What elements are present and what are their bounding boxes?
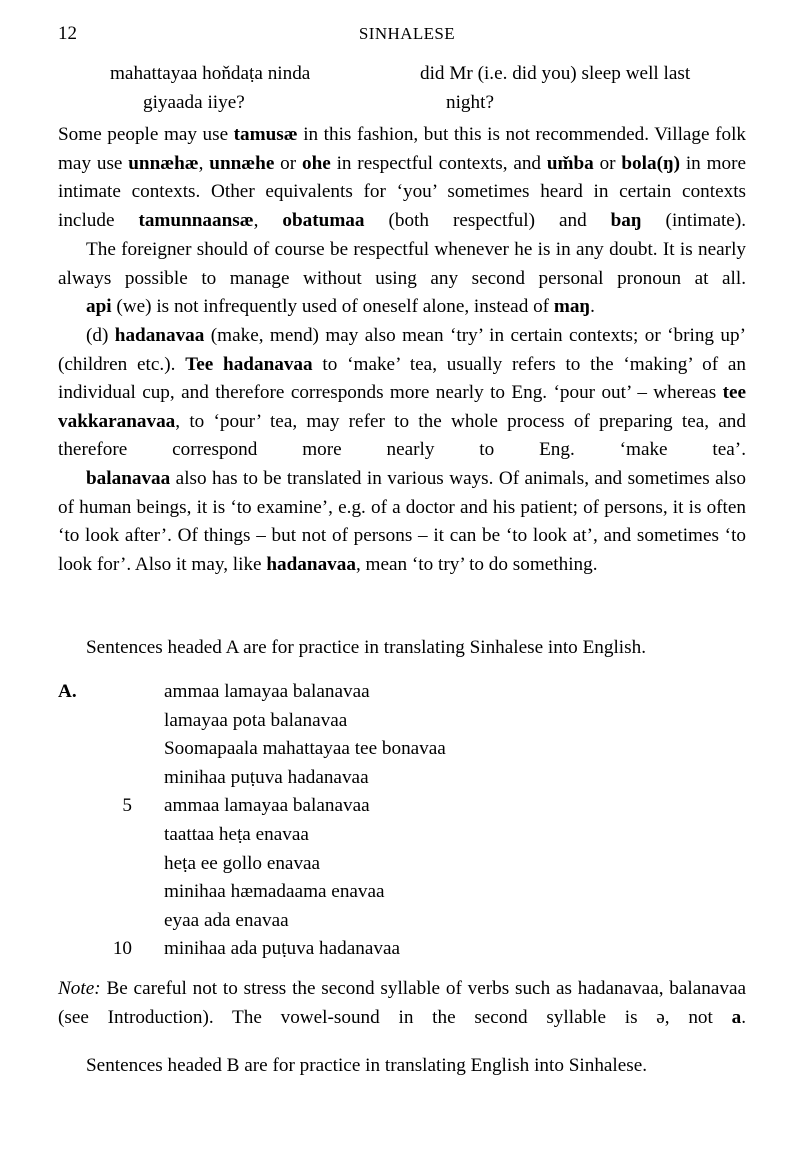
paragraph-api: [58, 293, 746, 322]
emphasis-term: ohe: [301, 152, 331, 174]
list-item: [58, 878, 746, 907]
exercise-sentence: minihaa ada puṭuva hadanavaa: [164, 938, 401, 960]
emphasis-term: unnæhe: [209, 152, 275, 174]
exercise-sentence: heṭa ee gollo enavaa: [164, 852, 321, 874]
emphasis-term: tamunnaansæ: [138, 209, 254, 231]
text-run: ,: [253, 209, 283, 231]
emphasis-term: balanavaa: [86, 468, 171, 489]
text-run: (d): [86, 325, 115, 346]
exercise-sentence: minihaa hæmadaama enavaa: [164, 881, 385, 903]
list-item: [58, 735, 746, 764]
example-sinhalese: mahattayaa hoňdaṭa ninda: [110, 63, 311, 84]
emphasis-term: Tee hadanavaa: [185, 353, 313, 375]
text-run: or: [274, 152, 302, 174]
page-number: 12: [58, 23, 77, 44]
text-run: .: [741, 1006, 746, 1028]
paragraph-balanavaa: [58, 465, 746, 579]
exercise-a-list: [58, 678, 746, 964]
sentences-b-intro: Sentences headed B are for practice in translating English into Sinhalese.: [86, 1055, 648, 1076]
italic-term: Note:: [58, 978, 101, 999]
list-item: [58, 935, 746, 964]
text-run: (make, mend) may also mean ‘try’ in certain contexts; or ‘bring up’ (children etc.).: [58, 325, 746, 375]
emphasis-term: baŋ: [610, 209, 642, 231]
text-run: The foreigner should of course be respectful whenever he is in any doubt. It is nearly always possible to manage without using any second personal pronoun at all.: [58, 239, 746, 289]
sentences-a-intro: Sentences headed A are for practice in translating Sinhalese into English.: [86, 637, 646, 658]
running-title: SINHALESE: [358, 24, 456, 43]
text-run: , mean ‘to try’ to do something.: [355, 553, 598, 575]
exercise-label: A.: [58, 681, 77, 702]
emphasis-term: obatumaa: [282, 209, 365, 231]
line-number: 5: [122, 795, 132, 817]
text-run: (intimate).: [641, 209, 747, 231]
running-head: [58, 22, 746, 46]
list-item: [58, 850, 746, 879]
text-run: or: [593, 152, 622, 174]
example-english: did Mr (i.e. did you) sleep well last: [420, 63, 691, 84]
line-number: 10: [112, 938, 132, 960]
text-run: Be careful not to stress the second syllable of verbs such as hadanavaa, balanavaa (see Introduction). The vowel-sound in the second syllable is ə, not: [58, 978, 746, 1028]
exercise-sentence: Soomapaala mahattayaa tee bonavaa: [164, 738, 446, 760]
interlinear-example-block: [58, 60, 746, 117]
exercise-sentence: lamayaa pota balanavaa: [164, 709, 348, 731]
list-item: [58, 821, 746, 850]
emphasis-term: a: [731, 1006, 742, 1028]
text-run: ,: [198, 152, 210, 174]
text-run: to ‘make’ tea, usually refers to the ‘making’ of an individual cup, and therefore corresponds more nearly to Eng. ‘pour out’ – whereas: [58, 353, 746, 404]
list-item: [58, 707, 746, 736]
text-run: (we) is not infrequently used of oneself alone, instead of: [111, 296, 554, 317]
text-run: in respectful contexts, and: [330, 152, 547, 174]
emphasis-term: hadanavaa: [266, 553, 356, 575]
example-english: night?: [446, 91, 494, 113]
text-run: Some people may use: [58, 124, 234, 145]
exercise-sentence: ammaa lamayaa balanavaa: [164, 795, 370, 817]
emphasis-term: hadanavaa: [114, 325, 205, 346]
exercise-sentence: taattaa heṭa enavaa: [164, 823, 309, 845]
text-run: , to ‘pour’ tea, may refer to the whole process of preparing tea, and therefore correspond more nearly to Eng. ‘make tea’.: [58, 410, 746, 461]
emphasis-term: bola(ŋ): [621, 152, 681, 174]
list-item: [58, 678, 746, 707]
emphasis-term: maŋ: [553, 296, 591, 317]
exercise-sentence: eyaa ada enavaa: [164, 909, 289, 931]
text-run: in more intimate contexts. Other equivalents for ‘you’ sometimes heard in certain contexts include: [58, 152, 747, 231]
exercise-sentence: minihaa puṭuva hadanavaa: [164, 766, 369, 788]
emphasis-term: um̌ba: [546, 152, 594, 174]
example-row: [58, 60, 746, 89]
text-run: in this fashion, but this is not recommended. Village folk may use: [58, 124, 746, 174]
list-item: [58, 764, 746, 793]
example-sinhalese: giyaada iiye?: [143, 91, 245, 113]
example-row: [58, 89, 746, 118]
emphasis-term: api: [86, 296, 112, 317]
list-item: [58, 907, 746, 936]
emphasis-term: unnæhæ: [128, 152, 199, 174]
text-run: .: [590, 296, 595, 317]
note-block: [58, 975, 746, 1061]
list-item: [58, 792, 746, 821]
text-run: (both respectful) and: [364, 209, 611, 231]
emphasis-term: tee vakkaranavaa: [58, 382, 746, 432]
exercise-sentence: ammaa lamayaa balanavaa: [164, 681, 370, 702]
emphasis-term: tamusæ: [233, 124, 298, 145]
text-run: also has to be translated in various ways. Of animals, and sometimes also of human beings, it is ‘to examine’, e.g. of a doctor and his patient; of persons, it is often ‘to look after’. Of things – but not of persons – it can be ‘to look at’, and sometimes ‘to look for’. Also it may, like: [58, 468, 746, 575]
